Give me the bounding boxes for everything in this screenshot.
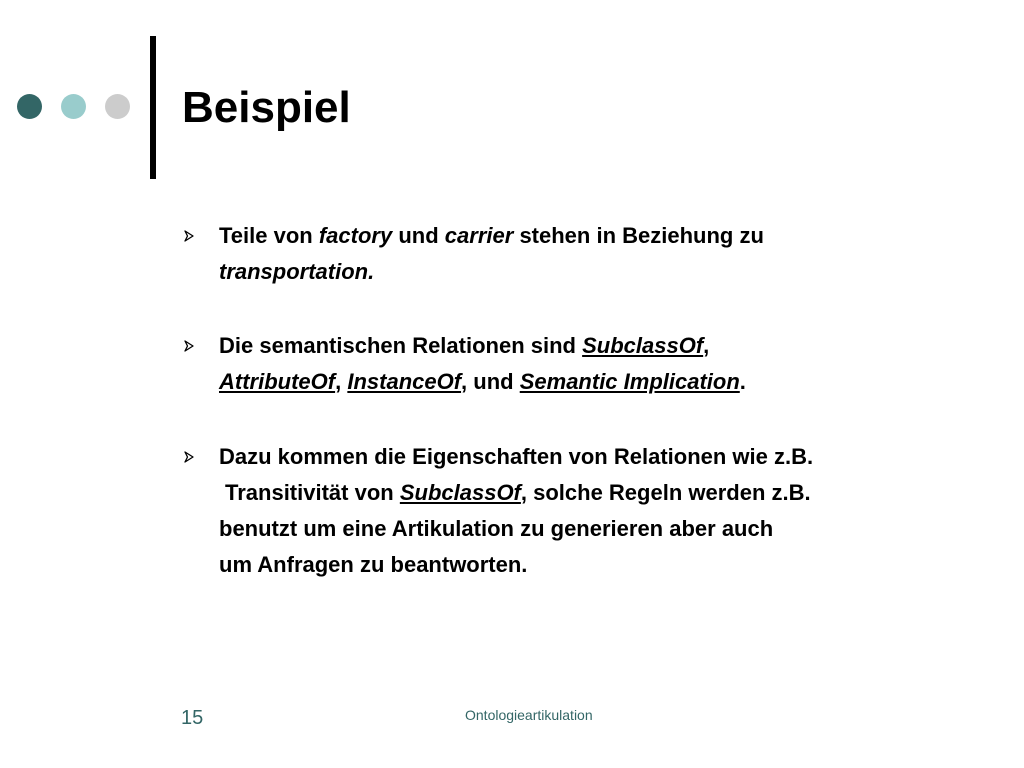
bullet-item	[219, 439, 939, 583]
bullet-line: Teile von factory und carrier stehen in Beziehung zu	[219, 223, 764, 248]
bullet-line	[219, 254, 939, 290]
term-subclassof: SubclassOf	[582, 333, 704, 358]
decorative-dot-dark	[17, 94, 42, 119]
decorative-dot-gray	[105, 94, 130, 119]
slide-title: Beispiel	[182, 83, 351, 132]
term-attributeof: AttributeOf	[219, 369, 336, 394]
bullet-item	[219, 218, 939, 290]
term-semantic-implication: Semantic Implication	[519, 369, 740, 394]
bullet-line: um Anfragen zu beantworten.	[219, 552, 528, 577]
arrow-bullet-icon	[182, 328, 196, 364]
bullet-item	[219, 328, 939, 400]
title-divider-bar	[150, 36, 156, 179]
term-instanceof: InstanceOf	[347, 369, 462, 394]
bullet-line: Dazu kommen die Eigenschaften von Relationen wie z.B.	[219, 444, 814, 469]
term-factory: factory	[318, 223, 393, 248]
term-carrier: carrier	[444, 223, 514, 248]
bullet-line: Transitivität von SubclassOf, solche Regeln werden z.B.	[225, 480, 811, 505]
arrow-bullet-icon	[182, 439, 196, 475]
bullet-line: benutzt um eine Artikulation zu generieren aber auch	[219, 516, 774, 541]
bullet-line: Die semantischen Relationen sind SubclassOf,	[219, 333, 710, 358]
footer-text: Ontologieartikulation	[465, 707, 593, 723]
term-transportation: transportation.	[219, 259, 375, 284]
bullet-line: AttributeOf, InstanceOf, und Semantic Implication.	[219, 369, 746, 394]
arrow-bullet-icon	[182, 218, 196, 254]
term-subclassof: SubclassOf	[399, 480, 521, 505]
decorative-dot-light	[61, 94, 86, 119]
slide-number: 15	[181, 707, 204, 729]
